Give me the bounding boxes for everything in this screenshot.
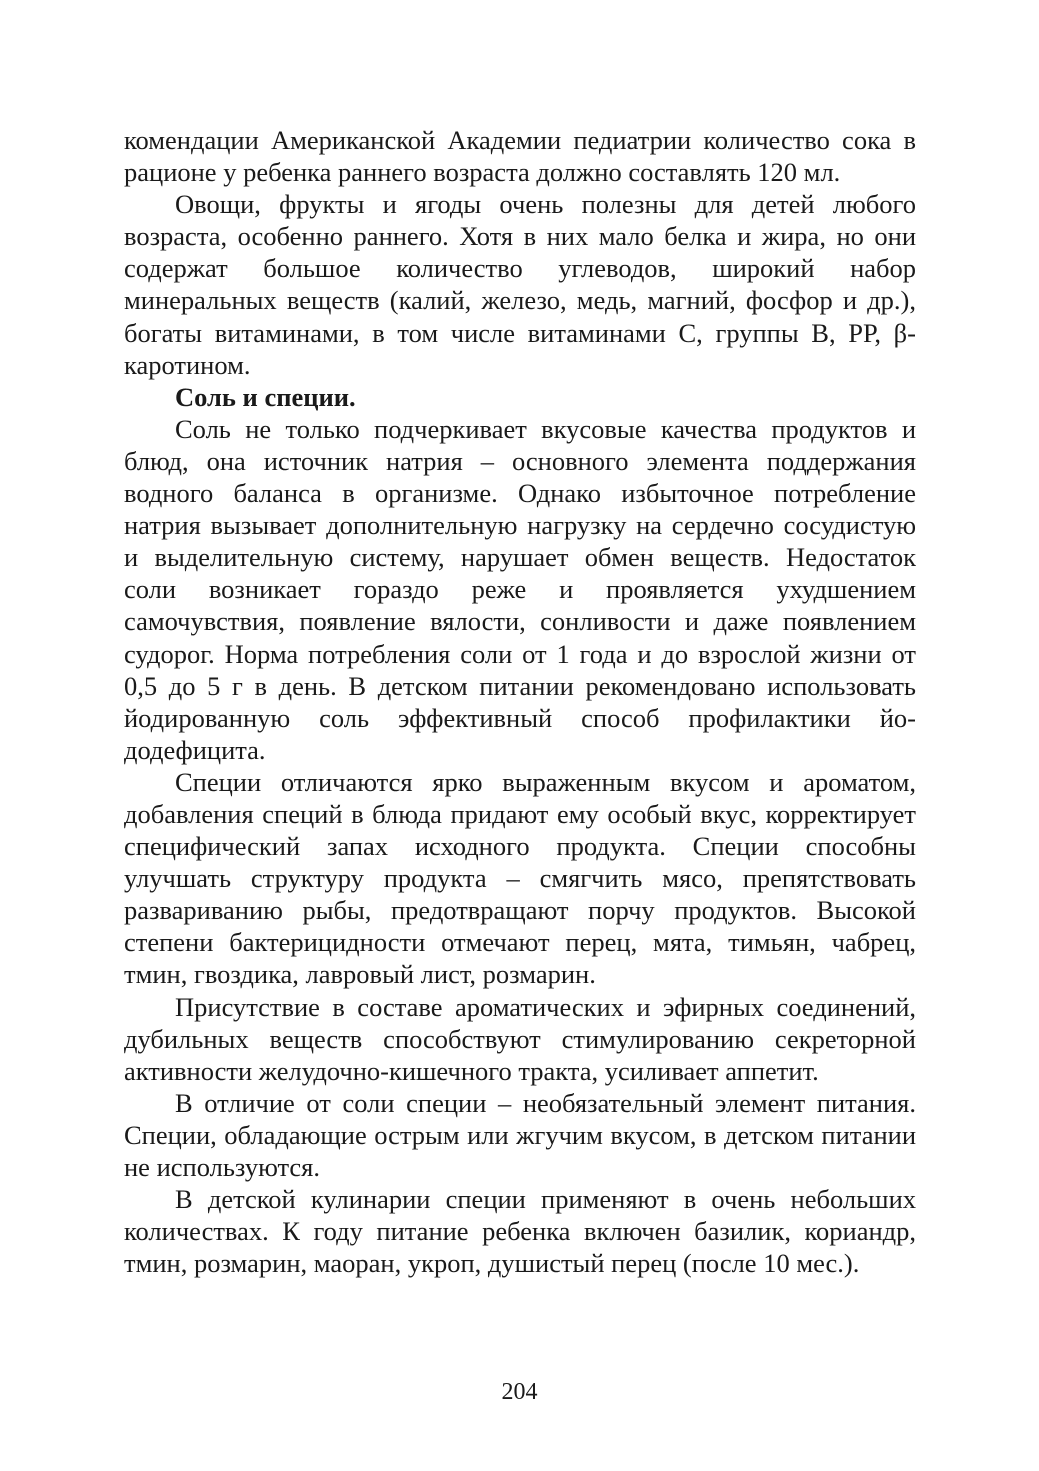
paragraph-spices-optional: В отличие от соли специи – необязательный элемент питания. Специи, обладающие острым или жгучим вкусом, в детском питании не используются.	[124, 1087, 916, 1182]
paragraph-juice-continuation: комендации Американской Академии педиатрии количество сока в рационе у ребенка раннего возраста должно составлять 120 мл.	[124, 125, 916, 188]
body-text	[124, 124, 916, 1279]
paragraph-spices-compounds: Присутствие в составе ароматических и эфирных соединений, дубильных веществ способствуют стимулированию секреторной активности желудочно-кишечного тракта, усиливает аппетит.	[124, 991, 916, 1086]
paragraph-salt: Соль не только подчеркивает вкусовые качества продуктов и блюд, она источник натрия – основного элемента поддержания водного баланса в организме. Однако избыточное потребление натрия вызывает дополнительную нагрузку на сердечно сосудистую и выделительную систему, нарушает обмен веществ. Недостаток соли возникает гораздо реже и проявляется ухудшением самочувствия, появление вялости, сонливости и даже появлением судорог. Норма потребления соли от 1 года и до взрослой жизни от 0,5 до 5 г в день. В детском питании рекомендовано использовать йодированную соль эффективный способ профилактики йододефицита.	[124, 413, 916, 765]
section-heading-salt-spices: Соль и специи.	[175, 381, 356, 412]
paragraph-spices-flavor: Специи отличаются ярко выраженным вкусом и ароматом, добавления специй в блюда придают ему особый вкус, корректирует специфический запах исходного продукта. Специи способны улучшать структуру продукта – смягчить мясо, препятствовать развариванию рыбы, предотвращают порчу продуктов. Высокой степени бактерицидности отмечают перец, мята, тимьян, чабрец, тмин, гвоздика, лавровый лист, розмарин.	[124, 766, 916, 990]
paragraph-vegetables-fruits: Овощи, фрукты и ягоды очень полезны для детей любого возраста, особенно раннего. Хотя в них мало белка и жира, но они содержат большое количество углеводов, широкий набор минеральных веществ (калий, железо, медь, магний, фосфор и др.), богаты витаминами, в том числе витаминами С, группы В, РР, β-каротином.	[124, 189, 916, 380]
page-number: 204	[501, 1379, 538, 1405]
paragraph-spices-cooking: В детской кулинарии специи применяют в очень небольших количествах. К году питание ребенка включен базилик, кориандр, тмин, розмарин, маоран, укроп, душистый перец (после 10 мес.).	[124, 1184, 916, 1279]
